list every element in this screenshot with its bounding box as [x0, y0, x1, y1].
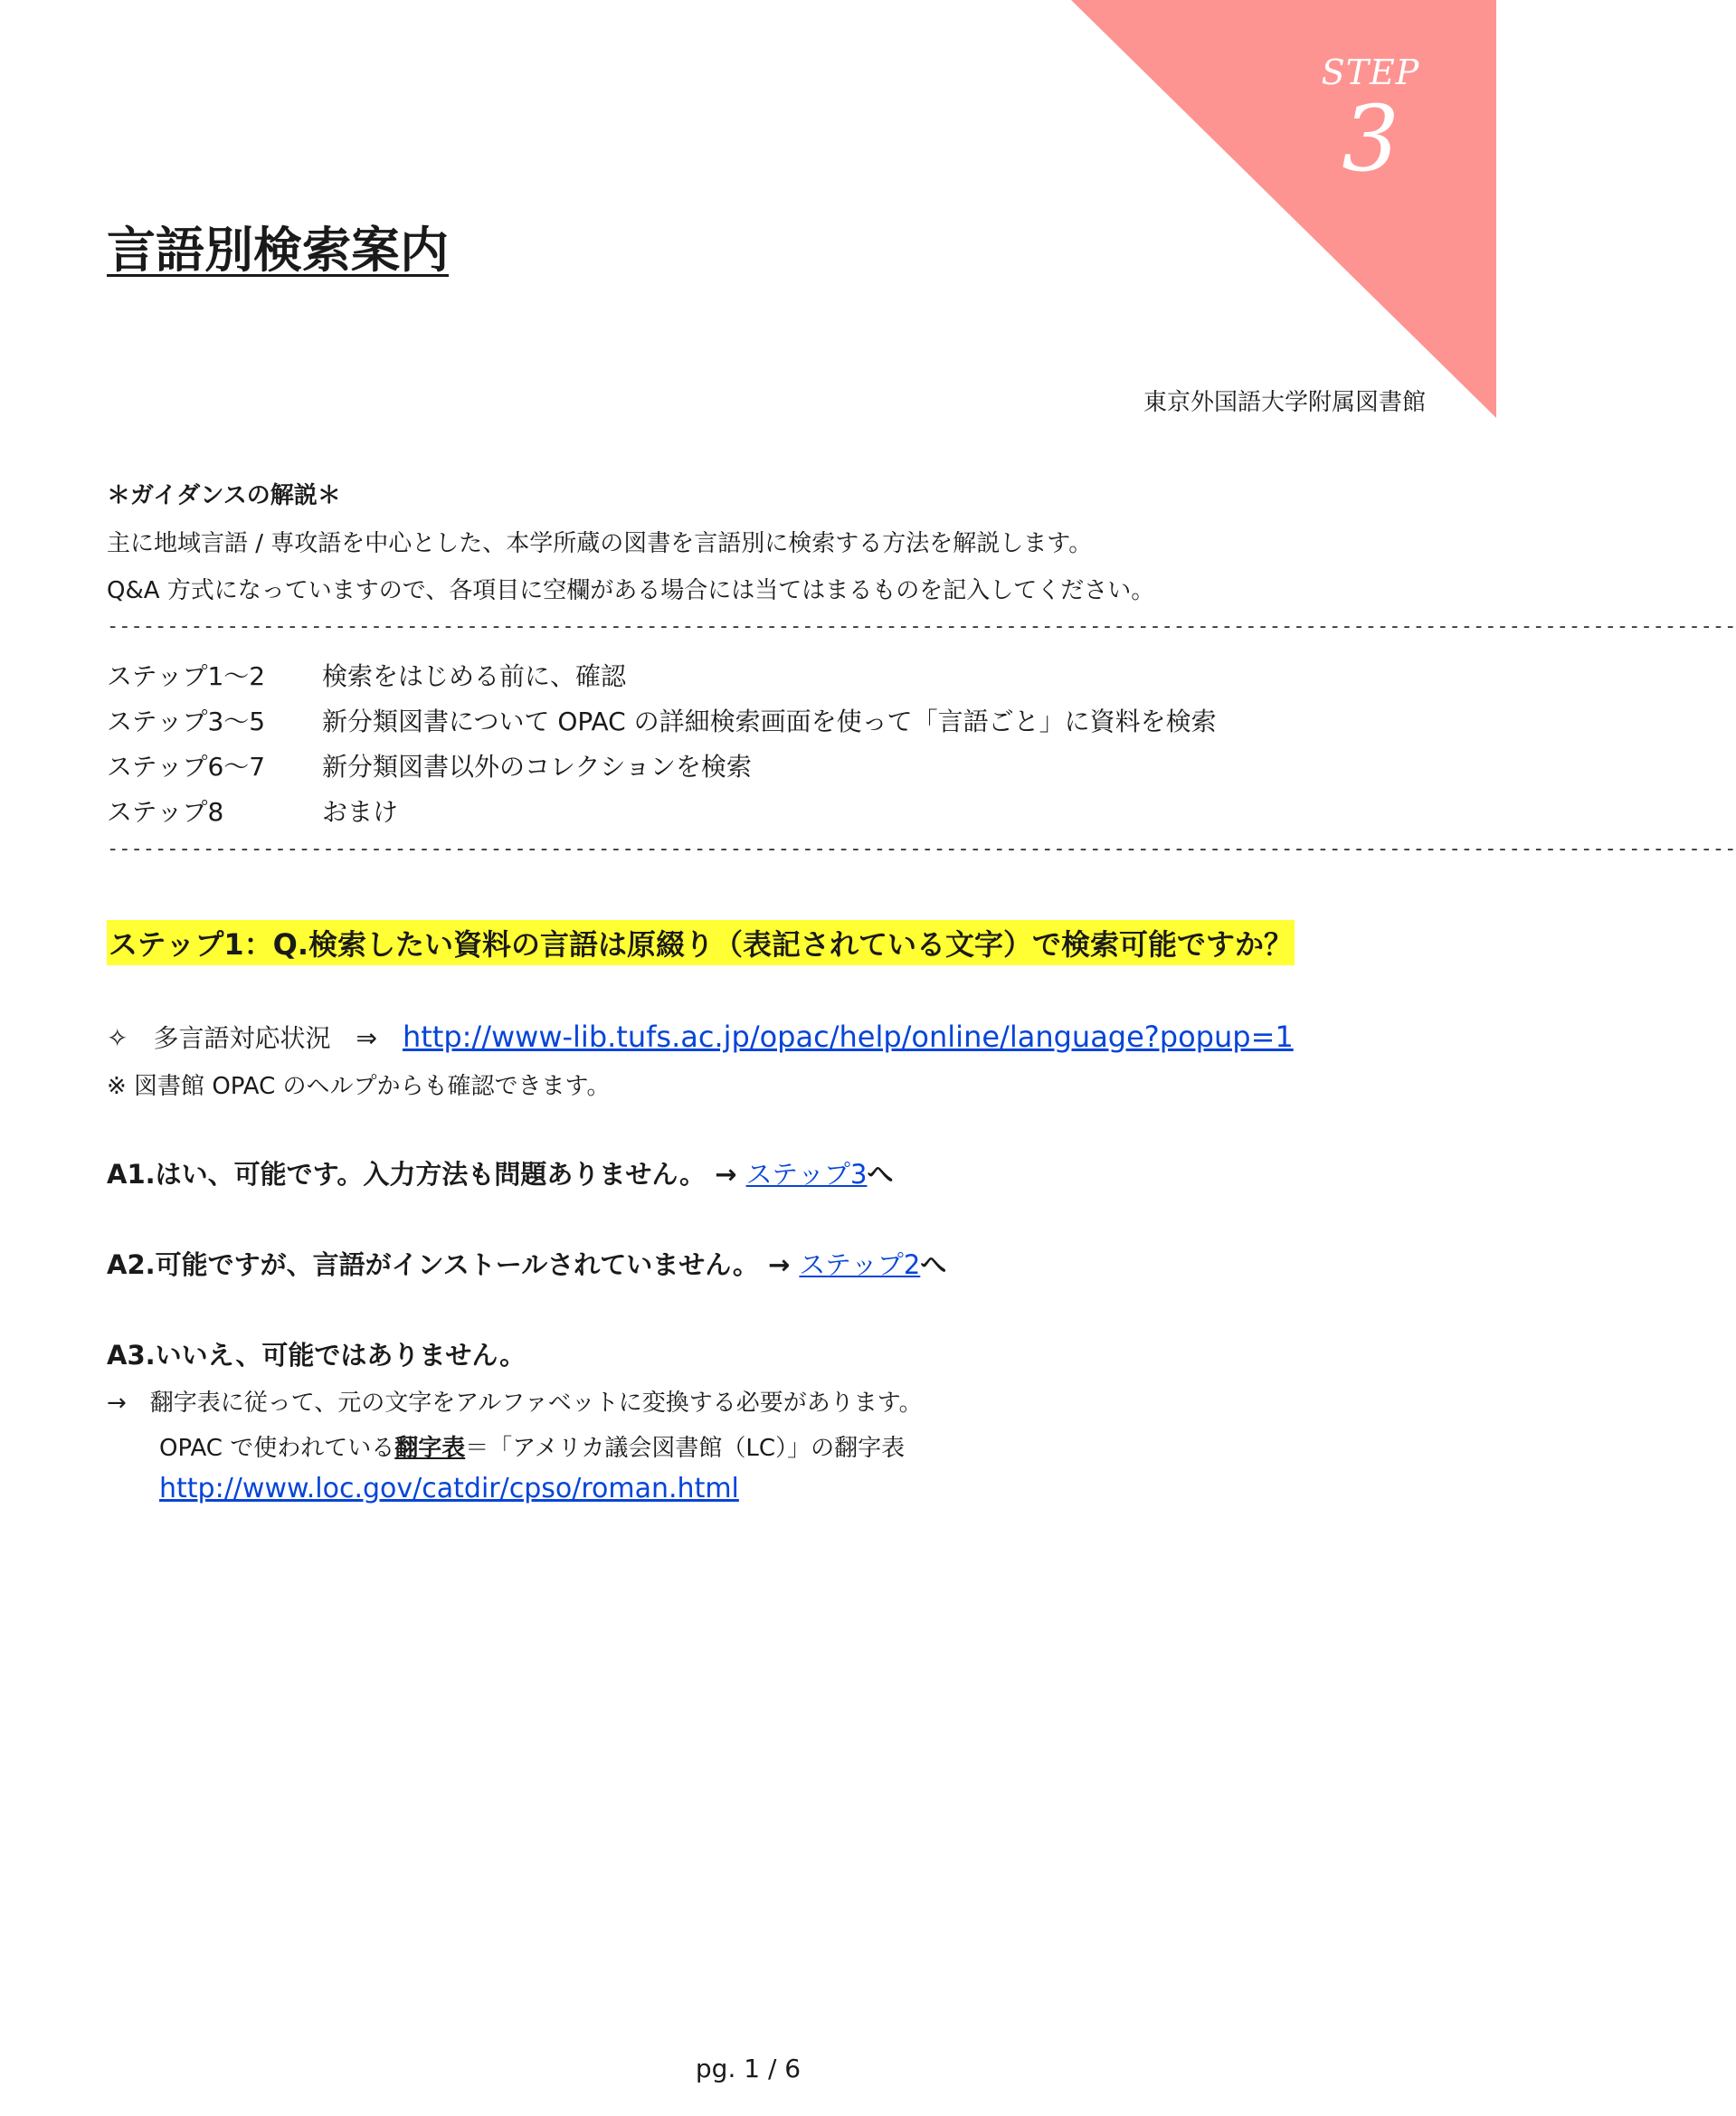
toc-desc: おまけ: [322, 797, 399, 827]
toc-step: ステップ8: [107, 797, 224, 827]
loc-link-line: [159, 1473, 739, 1504]
answer-a2-suffix: へ: [920, 1249, 947, 1280]
guidance-heading: ＊ガイダンスの解説＊: [107, 482, 341, 509]
toc-step: ステップ6～7: [107, 752, 266, 782]
divider-top: ----------------------------------------------------------------------------------------------------------------------------------------: [107, 615, 1736, 638]
answer-a1-suffix: へ: [867, 1159, 894, 1190]
guidance-line-2: Q&A 方式になっていますので、各項目に空欄がある場合には当てはまるものを記入してください。: [107, 577, 1155, 604]
organization-name: 東京外国語大学附属図書館: [1143, 389, 1426, 416]
toc-step: ステップ3～5: [107, 707, 266, 736]
answer-a2-text: A2.可能ですが、言語がインストールされていません。 →: [107, 1249, 800, 1280]
toc-desc: 検索をはじめる前に、確認: [322, 661, 627, 691]
guidance-line-1: 主に地域言語 / 専攻語を中心とした、本学所蔵の図書を言語別に検索する方法を解説します。: [107, 530, 1093, 557]
language-status-line: [107, 1019, 1294, 1055]
divider-bottom: ----------------------------------------------------------------------------------------------------------------------------------------: [107, 838, 1736, 860]
transliteration-term: 翻字表: [394, 1435, 466, 1462]
answer-a1-text: A1.はい、可能です。入力方法も問題ありません。 →: [107, 1159, 746, 1190]
help-note: ※ 図書館 OPAC のヘルプからも確認できます。: [107, 1073, 611, 1100]
transliteration-after: ＝「アメリカ議会図書館（LC）」の翻字表: [465, 1435, 906, 1462]
answer-a2: [107, 1245, 946, 1282]
toc-desc: 新分類図書について OPAC の詳細検索画面を使って「言語ごと」に資料を検索: [322, 707, 1217, 736]
step-badge-label: STEP: [1321, 52, 1420, 92]
toc-row: [107, 792, 398, 829]
transliteration-table-line: [159, 1429, 905, 1463]
step1-heading: ステップ1：Q.検索したい資料の言語は原綴り（表記されている文字）で検索可能ですか？: [107, 920, 1295, 965]
toc-row: [107, 702, 1217, 738]
toc-row: [107, 657, 626, 693]
step2-link[interactable]: ステップ2: [799, 1249, 921, 1280]
step-badge-number: 3: [1342, 86, 1399, 192]
answer-a1: [107, 1154, 893, 1191]
page-title: 言語別検索案内: [107, 222, 449, 279]
transliteration-note: → 翻字表に従って、元の文字をアルファベットに変換する必要があります。: [107, 1390, 923, 1417]
transliteration-before: OPAC で使われている: [159, 1435, 395, 1462]
loc-roman-link[interactable]: http://www.loc.gov/catdir/cpso/roman.html: [159, 1473, 739, 1504]
toc-step: ステップ1～2: [107, 661, 266, 691]
toc-desc: 新分類図書以外のコレクションを検索: [322, 752, 752, 782]
toc-row: [107, 747, 752, 783]
step3-link[interactable]: ステップ3: [745, 1159, 868, 1190]
page-number: pg. 1 / 6: [695, 2054, 802, 2083]
answer-a3: A3.いいえ、可能ではありません。: [107, 1340, 526, 1371]
language-status-link[interactable]: http://www-lib.tufs.ac.jp/opac/help/online/language?popup=1: [402, 1020, 1294, 1054]
language-status-label: ✧ 多言語対応状況 ⇒: [107, 1023, 403, 1053]
